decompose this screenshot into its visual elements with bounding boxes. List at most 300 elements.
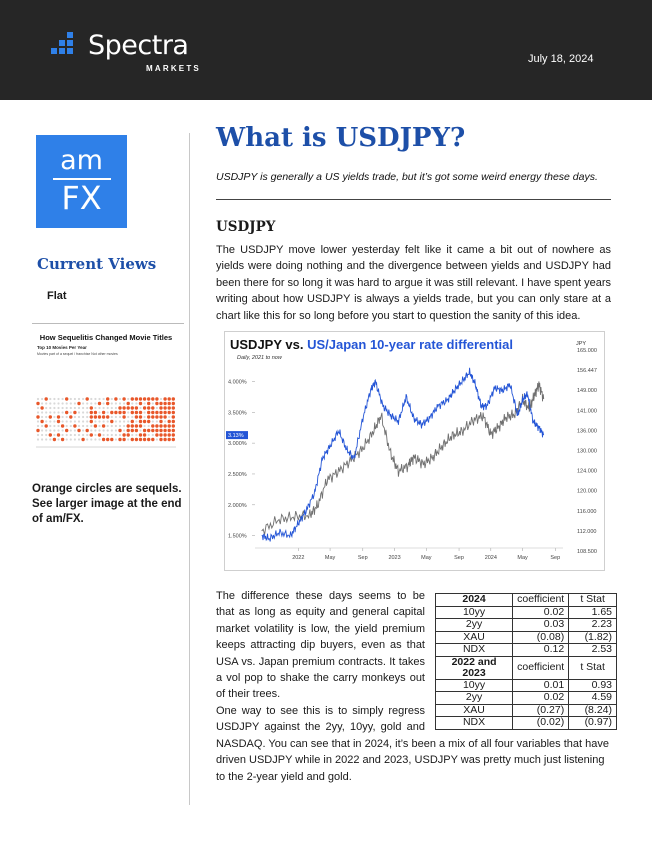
right-axis-label: 120.000 — [577, 488, 597, 495]
sequel-dot — [155, 397, 158, 400]
other-dot — [49, 425, 51, 427]
sequel-dot — [139, 402, 142, 405]
sequel-dot — [168, 424, 171, 427]
sequel-dot — [155, 424, 158, 427]
other-dot — [41, 411, 43, 413]
last-value-label: 3.13% — [228, 433, 244, 440]
paragraph-3 — [216, 703, 612, 785]
sequel-dot — [90, 411, 93, 414]
other-dot — [90, 398, 92, 400]
other-dot — [70, 420, 72, 422]
other-dot — [98, 438, 100, 440]
chart-title — [230, 337, 513, 352]
sequel-dot — [36, 415, 39, 418]
sequel-dot — [155, 429, 158, 432]
other-dot — [127, 416, 129, 418]
sequel-dot — [163, 406, 166, 409]
sequel-dot — [147, 402, 150, 405]
other-dot — [103, 398, 105, 400]
other-dot — [86, 402, 88, 404]
paragraph-2: The difference these days seems to be that as long as equity and general capital market volatility is low, the yield premium keeps attracting dip buyers, even as that USA vs. Japan premium contracts. It takes a vol pop to shake the carry monkeys out of their trees. — [216, 590, 425, 701]
other-dot — [90, 429, 92, 431]
sequel-dot — [65, 397, 68, 400]
sequel-dot — [163, 424, 166, 427]
section-heading: USDJPY — [216, 219, 276, 235]
other-dot — [115, 416, 117, 418]
sequels-thumbnail[interactable] — [32, 333, 180, 473]
sequel-dot — [168, 438, 171, 441]
other-dot — [70, 438, 72, 440]
other-dot — [111, 429, 113, 431]
other-dot — [78, 438, 80, 440]
regression-cell: 0.02 — [513, 606, 569, 619]
sequel-dot — [135, 397, 138, 400]
sequel-dot — [57, 433, 60, 436]
current-views-title: Current Views — [37, 255, 157, 273]
other-dot — [78, 411, 80, 413]
regression-cell: 0.03 — [513, 619, 569, 632]
other-dot — [62, 429, 64, 431]
left-axis-label: 2.000% — [228, 502, 247, 509]
sequel-dot — [159, 429, 162, 432]
sequel-dot — [90, 415, 93, 418]
sequel-dot — [135, 424, 138, 427]
other-dot — [115, 402, 117, 404]
sequel-dot — [163, 402, 166, 405]
current-view-item: Flat — [47, 290, 67, 302]
sequel-dot — [168, 397, 171, 400]
x-axis-label: Sep — [550, 555, 561, 561]
sequel-dot — [151, 406, 154, 409]
other-dot — [41, 425, 43, 427]
other-dot — [78, 398, 80, 400]
header-bar — [0, 0, 652, 100]
other-dot — [152, 434, 154, 436]
other-dot — [53, 398, 55, 400]
other-dot — [103, 407, 105, 409]
thumbnail-subtitle: Top 10 Movies Per Year — [37, 345, 87, 350]
other-dot — [45, 434, 47, 436]
other-dot — [94, 429, 96, 431]
other-dot — [70, 425, 72, 427]
sidebar-divider — [32, 323, 184, 324]
other-dot — [119, 398, 121, 400]
left-axis-label: 3.500% — [228, 410, 247, 417]
other-dot — [90, 425, 92, 427]
other-dot — [57, 438, 59, 440]
other-dot — [123, 402, 125, 404]
other-dot — [127, 420, 129, 422]
other-dot — [53, 425, 55, 427]
other-dot — [74, 438, 76, 440]
regression-cell: (0.97) — [569, 717, 617, 730]
sequel-dot — [147, 438, 150, 441]
other-dot — [103, 402, 105, 404]
other-dot — [144, 402, 146, 404]
other-dot — [152, 420, 154, 422]
right-axis-label: 124.000 — [577, 468, 597, 475]
sequel-dot — [122, 397, 125, 400]
thumbnail-title: How Sequelitis Changed Movie Titles — [39, 333, 173, 342]
regression-row — [436, 606, 617, 619]
sequel-dot — [131, 411, 134, 414]
sequel-dot — [106, 402, 109, 405]
other-dot — [45, 407, 47, 409]
amfx-logo-bottom: FX — [61, 179, 102, 217]
sequel-dot — [110, 420, 113, 423]
x-axis-label: Sep — [454, 555, 464, 561]
other-dot — [78, 416, 80, 418]
regression-cell: 0.01 — [513, 679, 569, 692]
other-dot — [119, 416, 121, 418]
other-dot — [94, 438, 96, 440]
other-dot — [57, 425, 59, 427]
other-dot — [66, 407, 68, 409]
other-dot — [98, 420, 100, 422]
regression-header-cell: t Stat — [569, 594, 617, 607]
sequel-dot — [159, 411, 162, 414]
other-dot — [94, 398, 96, 400]
other-dot — [107, 425, 109, 427]
sequel-dot — [151, 415, 154, 418]
sequel-dot — [143, 438, 146, 441]
other-dot — [41, 416, 43, 418]
other-dot — [131, 402, 133, 404]
regression-cell: 2.53 — [569, 644, 617, 657]
sequel-dot — [61, 424, 64, 427]
other-dot — [111, 434, 113, 436]
regression-cell: 2yy — [436, 692, 513, 705]
sequel-dot — [159, 406, 162, 409]
sequel-dot — [98, 402, 101, 405]
regression-cell: 2yy — [436, 619, 513, 632]
other-dot — [62, 434, 64, 436]
sequel-dot — [122, 433, 125, 436]
sequel-dot — [139, 420, 142, 423]
other-dot — [86, 420, 88, 422]
regression-cell: 1.65 — [569, 606, 617, 619]
other-dot — [37, 398, 39, 400]
sequel-dot — [131, 429, 134, 432]
other-dot — [45, 411, 47, 413]
sequel-dot — [90, 406, 93, 409]
regression-cell: 10yy — [436, 679, 513, 692]
paragraph-3-line-1: One way to see this is to simply regress — [216, 705, 425, 717]
sequel-dot — [127, 406, 130, 409]
other-dot — [82, 425, 84, 427]
other-dot — [37, 420, 39, 422]
other-dot — [45, 402, 47, 404]
sequel-dot — [127, 429, 130, 432]
regression-header-cell: 2024 — [436, 594, 513, 607]
sequel-dot — [131, 406, 134, 409]
other-dot — [49, 407, 51, 409]
other-dot — [82, 398, 84, 400]
other-dot — [53, 407, 55, 409]
other-dot — [115, 434, 117, 436]
other-dot — [74, 429, 76, 431]
sequel-dot — [147, 415, 150, 418]
sequel-dot — [139, 424, 142, 427]
sequel-dot — [159, 420, 162, 423]
sequel-dot — [131, 397, 134, 400]
left-axis-label: 1.500% — [228, 533, 247, 540]
regression-cell: XAU — [436, 631, 513, 644]
sequel-dot — [102, 438, 105, 441]
other-dot — [131, 416, 133, 418]
sequel-dot — [143, 420, 146, 423]
sequel-dot — [155, 402, 158, 405]
sequel-dot — [127, 424, 130, 427]
other-dot — [103, 420, 105, 422]
other-dot — [119, 420, 121, 422]
other-dot — [78, 407, 80, 409]
sequel-dot — [135, 411, 138, 414]
sequel-dot — [143, 433, 146, 436]
sequel-dot — [45, 424, 48, 427]
other-dot — [57, 411, 59, 413]
other-dot — [62, 420, 64, 422]
other-dot — [74, 402, 76, 404]
sequel-dot — [147, 406, 150, 409]
other-dot — [70, 398, 72, 400]
other-dot — [107, 420, 109, 422]
other-dot — [94, 434, 96, 436]
regression-cell: (0.27) — [513, 704, 569, 717]
sequel-dot — [172, 429, 175, 432]
other-dot — [107, 411, 109, 413]
sequel-dot — [163, 397, 166, 400]
thumbnail-caption: Orange circles are sequels. See larger image at the end of am/FX. — [32, 483, 182, 525]
sequel-dot — [163, 415, 166, 418]
sequel-dot — [90, 420, 93, 423]
paragraph-1: The USDJPY move lower yesterday felt like it came a bit out of nowhere as yields were doing nothing and the divergence between yields and USDJPY had been there for so long it was hard to argue it was still relevant. I have spent years writing about how USDJPY is always a yields trade, but you can only stare at a chart like this for so long before you start to question the sanity of this idea. — [216, 244, 611, 322]
x-axis-label: 2023 — [388, 555, 401, 561]
sequel-dot — [114, 411, 117, 414]
other-dot — [111, 425, 113, 427]
other-dot — [37, 411, 39, 413]
other-dot — [111, 398, 113, 400]
other-dot — [74, 434, 76, 436]
sequel-dot — [159, 433, 162, 436]
sequel-dot — [131, 424, 134, 427]
regression-row — [436, 644, 617, 657]
sequel-dot — [65, 429, 68, 432]
other-dot — [53, 420, 55, 422]
right-axis-label: 165.000 — [577, 348, 597, 354]
sequel-dot — [155, 411, 158, 414]
other-dot — [41, 434, 43, 436]
other-dot — [107, 434, 109, 436]
other-dot — [115, 407, 117, 409]
sequel-dot — [172, 438, 175, 441]
right-axis-label: 112.000 — [577, 528, 597, 535]
other-dot — [49, 402, 51, 404]
other-dot — [37, 425, 39, 427]
sequel-dot — [73, 424, 76, 427]
regression-cell: (0.08) — [513, 631, 569, 644]
sequel-dot — [172, 433, 175, 436]
other-dot — [94, 420, 96, 422]
other-dot — [41, 398, 43, 400]
sequel-dot — [49, 415, 52, 418]
sequel-dot — [139, 415, 142, 418]
sequel-dot — [86, 397, 89, 400]
sequel-dot — [147, 397, 150, 400]
other-dot — [57, 398, 59, 400]
other-dot — [45, 420, 47, 422]
other-dot — [45, 429, 47, 431]
brand-name: Spectra — [88, 30, 189, 61]
other-dot — [70, 407, 72, 409]
other-dot — [49, 398, 51, 400]
other-dot — [57, 402, 59, 404]
sequel-dot — [40, 420, 43, 423]
other-dot — [49, 420, 51, 422]
regression-header-cell: 2022 and 2023 — [436, 656, 513, 679]
sequel-dot — [135, 415, 138, 418]
other-dot — [82, 434, 84, 436]
left-axis-label: 2.500% — [228, 471, 247, 478]
sequel-dot — [98, 415, 101, 418]
sequel-dot — [139, 438, 142, 441]
other-dot — [103, 434, 105, 436]
regression-header-row — [436, 656, 617, 679]
regression-cell: 4.59 — [569, 692, 617, 705]
sequel-dot — [118, 429, 121, 432]
other-dot — [66, 402, 68, 404]
other-dot — [135, 402, 137, 404]
other-dot — [86, 425, 88, 427]
sequel-dot — [159, 424, 162, 427]
other-dot — [82, 402, 84, 404]
other-dot — [98, 398, 100, 400]
other-dot — [62, 411, 64, 413]
other-dot — [123, 425, 125, 427]
chart-title-prefix: USDJPY vs. — [230, 337, 308, 352]
sequel-dot — [172, 406, 175, 409]
other-dot — [62, 416, 64, 418]
sequel-dot — [118, 411, 121, 414]
amfx-logo-top: am — [60, 145, 103, 176]
x-axis-label: 2022 — [292, 555, 305, 561]
x-axis-label: Sep — [357, 555, 368, 561]
other-dot — [90, 402, 92, 404]
other-dot — [135, 420, 137, 422]
right-axis-label: 130.000 — [577, 448, 597, 455]
right-axis-label: 141.000 — [577, 408, 597, 415]
sequel-dot — [127, 402, 130, 405]
other-dot — [156, 407, 158, 409]
other-dot — [139, 429, 141, 431]
sequel-dot — [147, 420, 150, 423]
sequel-dot — [168, 429, 171, 432]
other-dot — [78, 425, 80, 427]
other-dot — [66, 438, 68, 440]
other-dot — [111, 402, 113, 404]
other-dot — [62, 398, 64, 400]
chart-title-highlight: US/Japan 10-year rate differential — [307, 337, 514, 352]
sequel-dot — [163, 411, 166, 414]
other-dot — [45, 416, 47, 418]
sequel-dot — [139, 433, 142, 436]
other-dot — [82, 416, 84, 418]
sequel-dot — [102, 415, 105, 418]
other-dot — [107, 407, 109, 409]
spectra-logo[interactable] — [50, 30, 210, 73]
sequel-dot — [45, 397, 48, 400]
sequel-dot — [168, 433, 171, 436]
sequel-dot — [98, 433, 101, 436]
other-dot — [131, 434, 133, 436]
other-dot — [127, 411, 129, 413]
other-dot — [115, 429, 117, 431]
sequel-dot — [151, 438, 154, 441]
sequel-dot — [172, 415, 175, 418]
sequel-dot — [114, 397, 117, 400]
sequel-dot — [69, 415, 72, 418]
sequel-dot — [159, 415, 162, 418]
sequel-dot — [102, 424, 105, 427]
sequel-dot — [94, 415, 97, 418]
other-dot — [160, 398, 162, 400]
x-axis-label: May — [324, 555, 336, 561]
other-dot — [135, 434, 137, 436]
sequel-dot — [151, 411, 154, 414]
regression-cell: 2.23 — [569, 619, 617, 632]
sequel-dot — [163, 433, 166, 436]
paragraph-3-rest: NASDAQ. You can see that in 2024, it’s been a mix of all four variables that have driven USDJPY while in 2022 and 2023, USDJPY was pretty much just listening to the 2-year yield and gold. — [216, 737, 609, 783]
other-dot — [70, 402, 72, 404]
sequel-dot — [53, 438, 56, 441]
other-dot — [86, 434, 88, 436]
usdjpy-chart-svg — [225, 332, 604, 570]
sequel-dot — [139, 411, 142, 414]
other-dot — [37, 438, 39, 440]
other-dot — [82, 407, 84, 409]
other-dot — [70, 411, 72, 413]
other-dot — [74, 416, 76, 418]
sequel-dot — [155, 415, 158, 418]
sequel-dot — [147, 429, 150, 432]
sequel-dot — [151, 397, 154, 400]
regression-cell: NDX — [436, 717, 513, 730]
title-divider — [216, 199, 611, 200]
right-axis-label: 116.000 — [577, 508, 597, 515]
sequel-dot — [127, 433, 130, 436]
other-dot — [86, 411, 88, 413]
other-dot — [103, 429, 105, 431]
sequel-dot — [81, 438, 84, 441]
other-dot — [119, 425, 121, 427]
sequel-dot — [159, 438, 162, 441]
regression-header-cell: coefficient — [513, 656, 569, 679]
regression-cell: 0.12 — [513, 644, 569, 657]
column-divider — [189, 133, 190, 805]
regression-cell: 0.02 — [513, 692, 569, 705]
other-dot — [82, 411, 84, 413]
sequel-dot — [49, 433, 52, 436]
sequel-dot — [57, 415, 60, 418]
brand-sub: MARKETS — [146, 64, 201, 73]
sequel-dot — [163, 438, 166, 441]
sequel-dot — [110, 411, 113, 414]
x-axis-label: May — [421, 555, 432, 561]
other-dot — [119, 402, 121, 404]
other-dot — [156, 438, 158, 440]
sequel-dot — [143, 406, 146, 409]
other-dot — [70, 434, 72, 436]
